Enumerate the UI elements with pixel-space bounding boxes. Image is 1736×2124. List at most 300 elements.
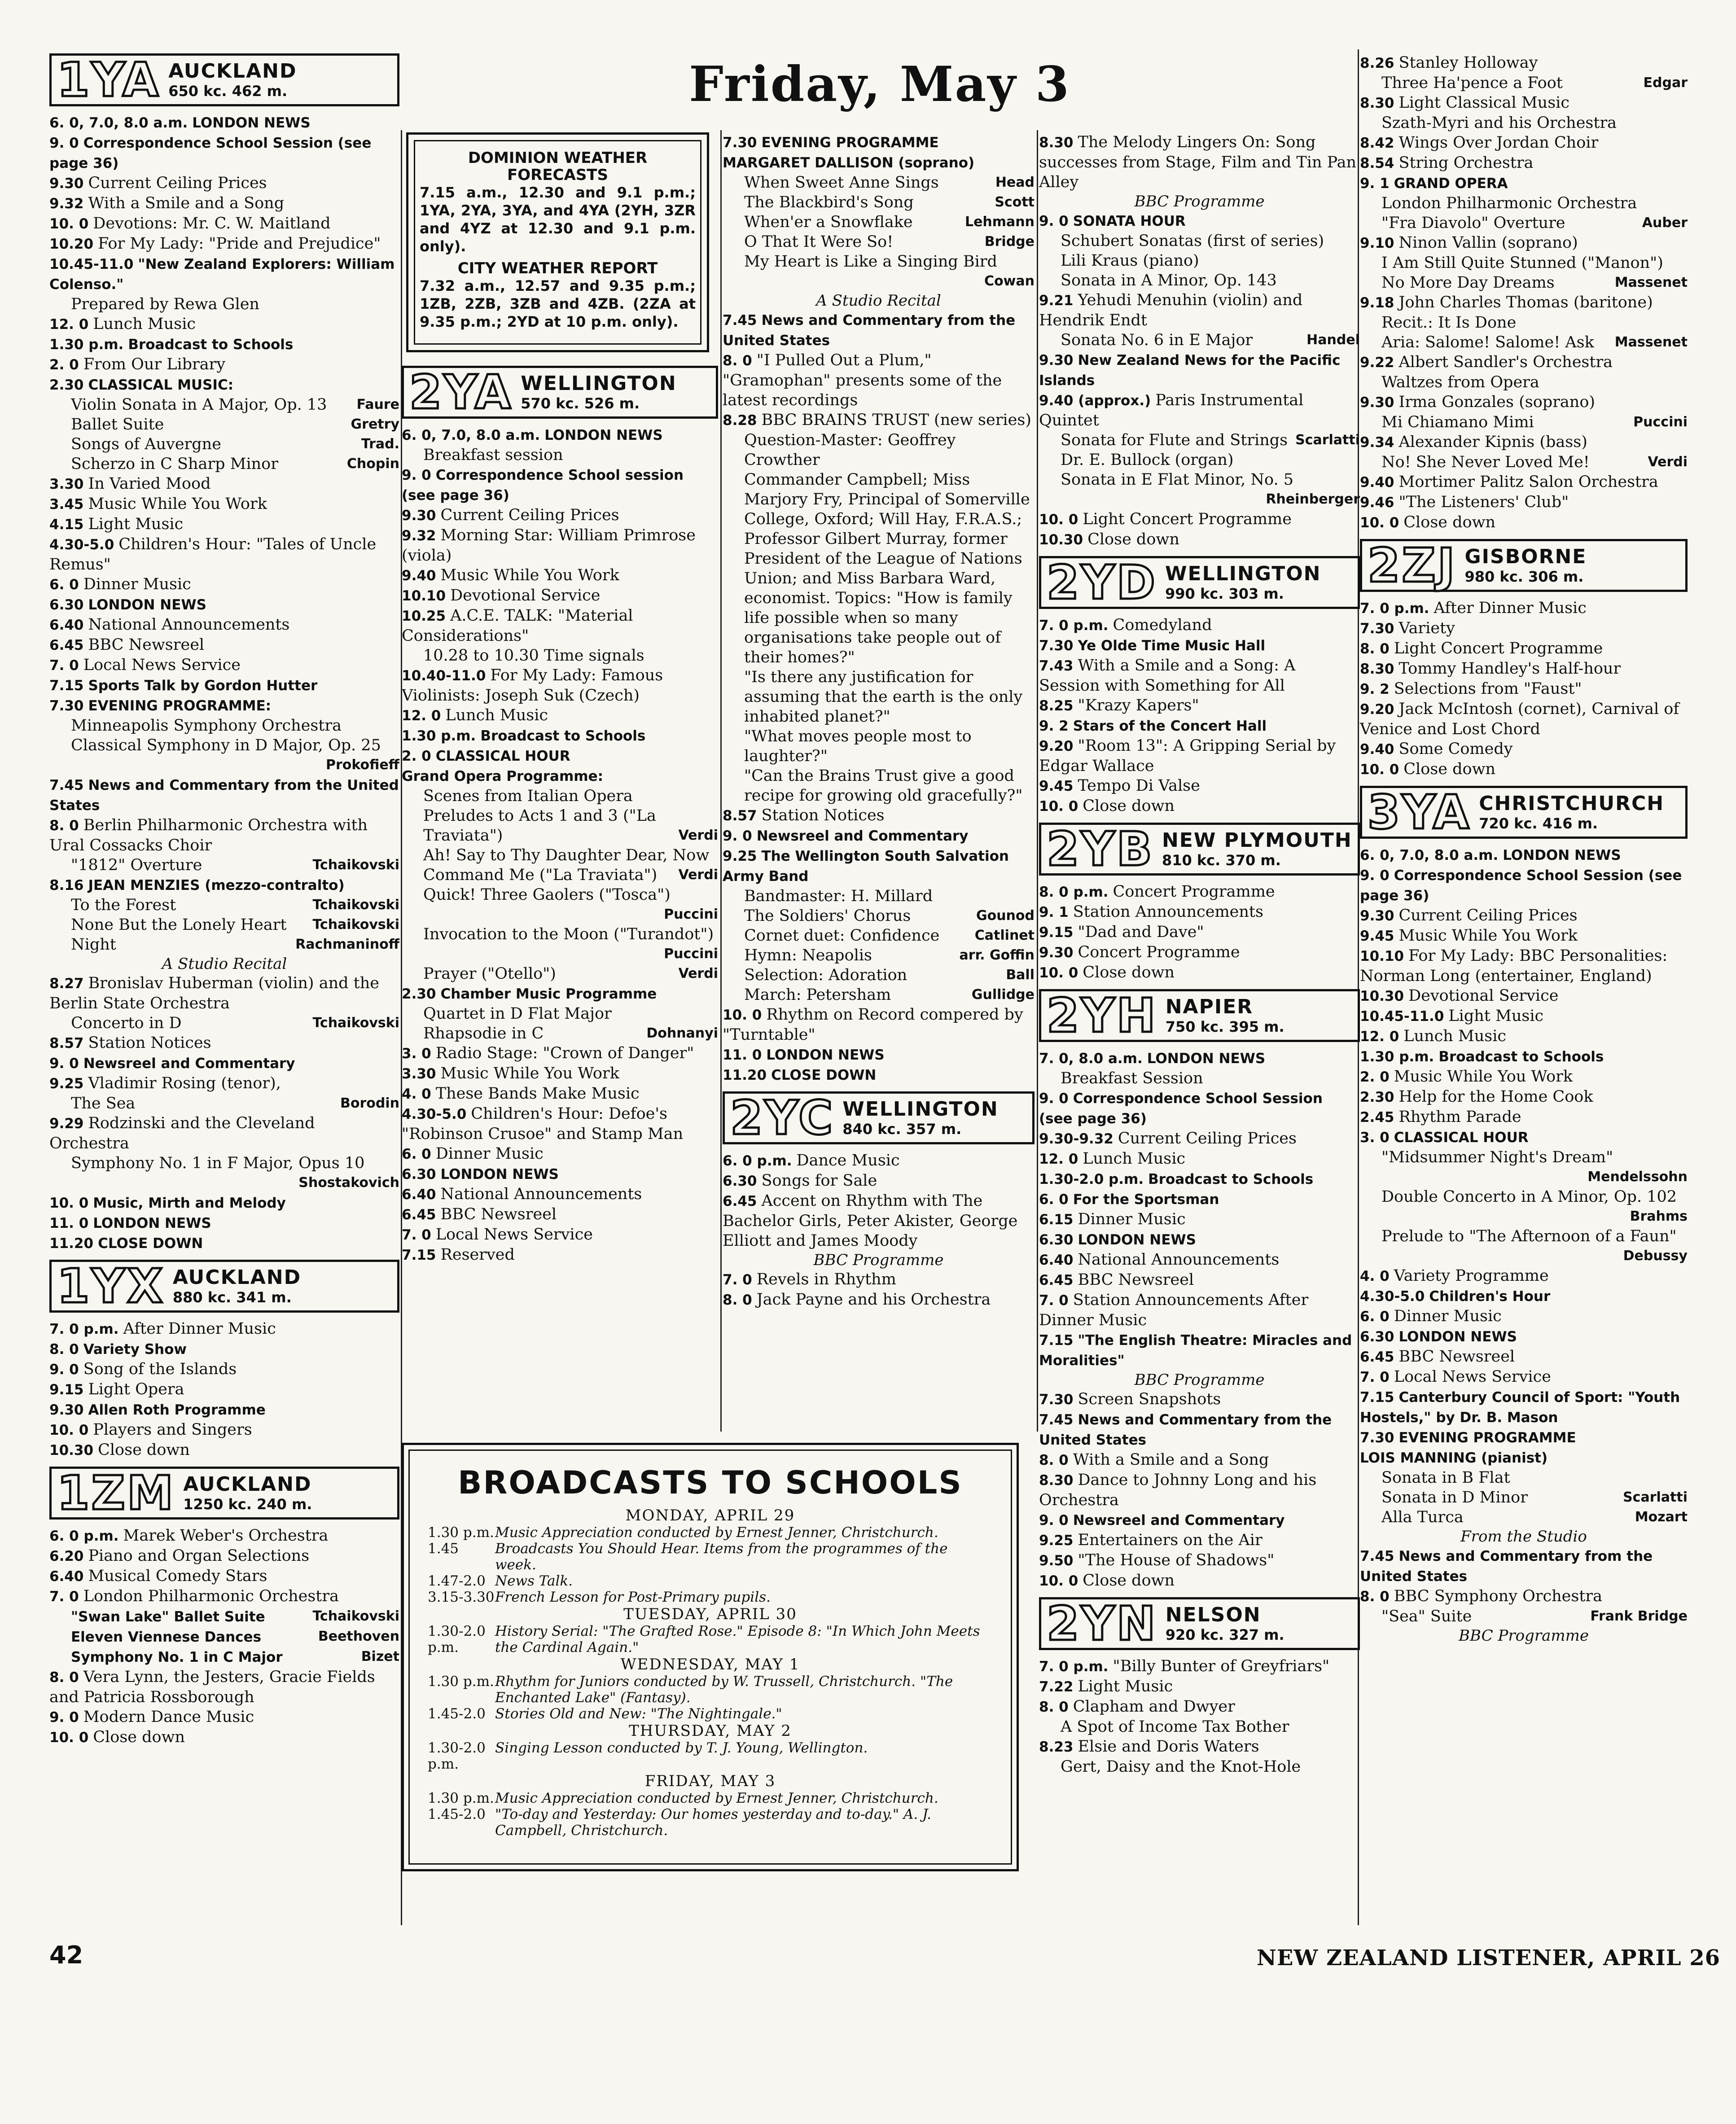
programme-title: BBC Symphony Orchestra [1394, 1587, 1603, 1605]
programme-title: Chamber Music Programme [440, 986, 657, 1002]
programme-time: 7.15 [49, 678, 84, 694]
programme-title: Children's Hour [1429, 1288, 1551, 1305]
composer: Trad. [361, 436, 399, 452]
programme-title: With a Smile and a Song: A Session with Something for All [1039, 657, 1296, 695]
programme-item [1360, 1107, 1688, 1127]
programme-item [49, 595, 399, 615]
programme-item [402, 726, 718, 746]
programme-title: Tempo Di Valse [1078, 777, 1200, 795]
station-frequency: 840 kc. 357 m. [842, 1121, 962, 1138]
work-title: Sonata in B Flat [1381, 1469, 1510, 1487]
programme-time: 6.45 [1360, 1349, 1394, 1365]
programme-title: "Can the Brains Trust give a good recipe for growing old gracefully?" [744, 767, 1023, 805]
programme-time: 7.45 [1039, 1412, 1074, 1428]
programme-item [402, 1064, 718, 1084]
programme-item [723, 1005, 1035, 1045]
programme-time: 9.32 [402, 528, 436, 544]
programme-title: "New Zealand Explorers: William Colenso." [49, 256, 395, 293]
programme-item [1039, 696, 1360, 716]
station-city: CHRISTCHURCH [1479, 792, 1665, 815]
composer: Bridge [984, 234, 1035, 250]
programme-item [49, 214, 399, 234]
programme-item [1360, 1428, 1688, 1448]
programme-item [1039, 251, 1360, 271]
programme-item [723, 310, 1035, 350]
station-city: NELSON [1165, 1603, 1261, 1626]
column-2 [402, 132, 718, 1265]
programme-item [1039, 1656, 1360, 1677]
programme-title: Scenes from Italian Opera [423, 787, 633, 805]
musical-work [49, 434, 399, 454]
programme-time: 9. 1 [1039, 904, 1069, 920]
work-title: Alla Turca [1381, 1508, 1464, 1526]
programme-title: Commander Campbell; Miss Marjory Fry, Principal of Somerville College, Oxford; Will Hay, F.R.A.S.; Professor Gilbert Murray, former President of the League of Nations Union; and Miss Barbara Ward, economist. Topics: "How is family life possible when so many organisations take people out of their homes?" [744, 471, 1030, 666]
schools-description: Rhythm for Juniors conducted by W. Trussell, Christchurch. "The Enchanted Lake" (Fantasy). [495, 1673, 953, 1706]
programme-title: LONDON NEWS [1503, 847, 1621, 863]
programme-item [1039, 1189, 1360, 1209]
programme-time: 7.43 [1039, 658, 1074, 674]
programme-time: 6. 0 [402, 1146, 431, 1162]
programme-item [1360, 153, 1688, 173]
programme-title: Broadcast to Schools [1438, 1049, 1604, 1065]
programme-title: Albert Sandler's Orchestra [1398, 353, 1613, 371]
composer: Puccini [664, 946, 718, 962]
programme-credit: A Studio Recital [816, 292, 941, 310]
programme-title: Current Ceiling Prices [88, 174, 267, 192]
programme-item [49, 1586, 399, 1607]
programme-time: 6.45 [49, 637, 84, 653]
programme-title: Revels in Rhythm [756, 1270, 896, 1288]
programme-item [1360, 313, 1688, 333]
programme-item [49, 1339, 399, 1359]
composer: Bizet [361, 1649, 399, 1664]
programme-time: 9.34 [1360, 434, 1394, 451]
programme-time: 7. 0 [49, 657, 79, 674]
programme-time: 6.45 [723, 1193, 757, 1209]
programme-title: Waltzes from Opera [1381, 373, 1539, 391]
schools-programme [428, 1524, 993, 1541]
schedule-1yx [49, 1319, 399, 1460]
station-frequency: 920 kc. 327 m. [1165, 1626, 1284, 1643]
programme-time: 10.20 [49, 236, 94, 252]
programme-time: 10. 0 [49, 1730, 89, 1746]
programme-time: 9.45 [1039, 778, 1074, 794]
programme-title: Marek Weber's Orchestra [123, 1527, 329, 1545]
programme-time: 9.22 [1360, 355, 1394, 371]
musical-work [49, 895, 399, 915]
musical-work [723, 232, 1035, 252]
programme-title: Music While You Work [440, 1064, 619, 1082]
programme-title: Ninon Vallin (soprano) [1398, 234, 1578, 252]
programme-item [402, 465, 718, 505]
programme-time: 10.30 [1360, 988, 1404, 1004]
composer: Verdi [678, 828, 718, 843]
programme-title: With a Smile and a Song [1073, 1451, 1269, 1469]
musical-work [49, 935, 399, 955]
programme-item [723, 806, 1035, 826]
programme-item [49, 1546, 399, 1566]
programme-title: Stars of the Concert Hall [1073, 718, 1267, 734]
station-frequency: 810 kc. 370 m. [1162, 852, 1281, 869]
programme-time: 1.30 p.m. [49, 337, 124, 353]
programme-item [1360, 618, 1688, 639]
programme-item [402, 1204, 718, 1225]
musical-work [1360, 1147, 1688, 1187]
programme-time: 10.25 [402, 608, 446, 624]
schedule-2yn [1039, 1656, 1360, 1777]
work-title: Ah! Say to Thy Daughter Dear, Now Command Me ("La Traviata") [423, 846, 710, 884]
programme-time: 6.45 [1039, 1272, 1074, 1288]
programme-title: EVENING PROGRAMME [761, 135, 939, 151]
programme-item [1360, 372, 1688, 392]
programme-time: 9.30 [1039, 945, 1074, 961]
programme-title: Selections from "Faust" [1394, 680, 1582, 698]
programme-title: Help for the Home Cook [1398, 1088, 1593, 1106]
programme-title: Modern Dance Music [83, 1708, 254, 1726]
work-title: "Midsummer Night's Dream" [1381, 1148, 1613, 1166]
weather-box [406, 132, 709, 352]
musical-work [49, 1094, 399, 1113]
station-city: WELLINGTON [521, 372, 677, 395]
schedule-2yh [1039, 1048, 1360, 1591]
programme-item [49, 1667, 399, 1707]
programme-item [723, 132, 1035, 153]
programme-item [1360, 598, 1688, 618]
programme-title: Devotional Service [1408, 987, 1559, 1005]
programme-time: 11. 0 [49, 1215, 89, 1231]
programme-title: "The Listeners' Club" [1398, 493, 1569, 511]
station-frequency: 720 kc. 416 m. [1479, 815, 1598, 832]
programme-item [49, 355, 399, 375]
programme-item [402, 606, 718, 646]
programme-title: Paris Instrumental Quintet [1039, 391, 1304, 429]
programme-title: Jack McIntosh (cornet), Carnival of Venice and Lost Chord [1360, 700, 1679, 738]
work-title: Selection: Adoration [744, 966, 907, 984]
programme-title: Some Comedy [1398, 740, 1513, 758]
work-title: Sonata No. 6 in E Major [1061, 331, 1253, 349]
musical-work [1039, 430, 1360, 450]
programme-title: News and Commentary from the United States [1039, 1412, 1332, 1448]
programme-time: 4. 0 [1360, 1268, 1390, 1284]
programme-title: Correspondence School Session (see page 36) [1039, 1090, 1323, 1127]
programme-time: 7. 0 [402, 1227, 431, 1243]
musical-work [49, 415, 399, 434]
work-title: Sonata in D Minor [1381, 1489, 1528, 1507]
programme-time: 7.45 [1360, 1548, 1394, 1564]
programme-title: Wings Over Jordan Choir [1398, 134, 1599, 152]
programme-time: 8. 0 [49, 1341, 79, 1358]
programme-time: 2.30 [1360, 1089, 1394, 1105]
composer: Head [995, 175, 1035, 190]
programme-time: 6. 0, 7.0, 8.0 a.m. [1360, 847, 1499, 863]
programme-title: EVENING PROGRAMME [1398, 1430, 1576, 1446]
musical-work [49, 1153, 399, 1193]
programme-item [402, 1225, 718, 1245]
programme-item [402, 646, 718, 666]
station-frequency: 650 kc. 462 m. [168, 83, 288, 100]
programme-item [1360, 1306, 1688, 1327]
programme-item [49, 1566, 399, 1586]
programme-title: LONDON NEWS [440, 1166, 559, 1182]
work-title: Invocation to the Moon ("Turandot") [423, 925, 714, 943]
programme-title: Bandmaster: H. Millard [744, 887, 933, 905]
programme-item [1360, 113, 1688, 133]
station-header-2yd [1039, 556, 1360, 609]
programme-title: Tommy Handley's Half-hour [1398, 660, 1621, 678]
musical-work [402, 964, 718, 984]
programme-title: CLASSICAL HOUR [1394, 1130, 1529, 1146]
programme-item [49, 1707, 399, 1727]
programme-title: Allen Roth Programme [88, 1402, 266, 1418]
programme-item [402, 1043, 718, 1064]
programme-item [49, 494, 399, 514]
programme-time: 9.40 [1360, 741, 1394, 758]
programme-title: Sonata in A Minor, Op. 143 [1061, 272, 1277, 289]
programme-item [402, 425, 718, 445]
programme-title: Station Announcements [1073, 903, 1263, 921]
schools-time: 1.30 p.m. [428, 1673, 494, 1690]
programme-time: 6.40 [1039, 1252, 1074, 1268]
programme-time: 7. 0 [1360, 1369, 1390, 1385]
programme-item [1039, 509, 1360, 530]
programme-item [1360, 1266, 1688, 1286]
composer: Cowan [984, 273, 1035, 289]
programme-title: BBC Newsreel [1078, 1271, 1194, 1289]
programme-item [723, 1191, 1035, 1251]
programme-title: Close down [1087, 530, 1179, 548]
schools-programme [428, 1623, 993, 1655]
station-frequency: 1250 kc. 240 m. [183, 1496, 312, 1513]
work-title: Cornet duet: Confidence [744, 927, 940, 945]
programme-title: Light Concert Programme [1394, 639, 1603, 657]
schedule-2ya [402, 425, 718, 1265]
programme-title: String Orchestra [1398, 154, 1534, 172]
programme-item [723, 1151, 1035, 1171]
programme-time: 4.30-5.0 [49, 537, 114, 553]
schools-description: Stories Old and New: "The Nightingale." [495, 1706, 782, 1722]
programme-time: 6. 0 [1039, 1191, 1069, 1208]
composer: Verdi [1648, 454, 1688, 470]
programme-title: "Room 13": A Gripping Serial by Edgar Wallace [1039, 737, 1336, 775]
schedule-2yc-continued [1039, 132, 1360, 550]
work-title: When Sweet Anne Sings [744, 174, 939, 192]
programme-title: Music While You Work [1398, 927, 1578, 945]
programme-item [49, 1359, 399, 1380]
programme-time: 9.29 [49, 1116, 84, 1132]
programme-credit: A Studio Recital [162, 955, 287, 973]
programme-time: 2.30 [402, 986, 436, 1002]
programme-time: 6. 0 [1360, 1309, 1390, 1325]
programme-time: 3.45 [49, 496, 84, 512]
composer: Debussy [1623, 1248, 1688, 1264]
work-title: The Blackbird's Song [744, 193, 914, 211]
programme-credit: From the Studio [1460, 1528, 1587, 1546]
programme-time: 9.20 [1360, 701, 1394, 718]
work-title: Concerto in D [71, 1014, 182, 1032]
programme-item [1360, 845, 1688, 865]
programme-time: 8.30 [1360, 95, 1394, 111]
programme-item [49, 294, 399, 314]
programme-title: Radio Stage: "Crown of Danger" [435, 1044, 694, 1062]
programme-title: Players and Singers [93, 1421, 252, 1439]
programme-title: Minneapolis Symphony Orchestra [71, 717, 342, 735]
programme-item [1360, 352, 1688, 372]
programme-item [1039, 211, 1360, 231]
composer: Brahms [1630, 1209, 1688, 1224]
station-city: WELLINGTON [842, 1098, 999, 1121]
composer: Mendelssohn [1587, 1169, 1688, 1185]
programme-time: 9. 0 [49, 1709, 79, 1725]
programme-time: 8.30 [1039, 1472, 1074, 1489]
programme-time: 6. 0 p.m. [723, 1153, 792, 1169]
programme-item [1039, 1530, 1360, 1550]
programme-item [1039, 922, 1360, 942]
work-title: When'er a Snowflake [744, 213, 913, 231]
station-call-sign: 2ZJ [1368, 538, 1457, 593]
programme-item [1360, 392, 1688, 412]
programme-item [1360, 699, 1688, 739]
composer: Lehmann [964, 214, 1035, 230]
programme-item [1360, 512, 1688, 533]
programme-item [723, 1270, 1035, 1290]
programme-time: 9.50 [1039, 1553, 1074, 1569]
programme-item [1360, 926, 1688, 946]
programme-title: Current Ceiling Prices [1398, 907, 1578, 924]
schools-time: 1.45-2.0 [428, 1706, 486, 1722]
programme-time: 3. 0 [402, 1046, 431, 1062]
programme-title: Entertainers on the Air [1078, 1531, 1263, 1549]
programme-item [1039, 132, 1360, 192]
schools-description: News Talk. [495, 1573, 573, 1589]
programme-item [723, 410, 1035, 430]
weather-title: CITY WEATHER REPORT [457, 259, 658, 277]
programme-time: 6.40 [49, 1568, 84, 1585]
programme-time: 9.25 [49, 1076, 84, 1092]
composer: Gounod [976, 908, 1035, 924]
programme-item [49, 574, 399, 595]
programme-item [1039, 1450, 1360, 1470]
schools-description: History Serial: "The Grafted Rose." Episode 8: "In Which John Meets the Cardinal Again." [495, 1623, 980, 1655]
programme-item [49, 173, 399, 193]
programme-item [1360, 1087, 1688, 1107]
programme-time: 9. 0 [1360, 867, 1390, 884]
programme-title: Comedyland [1113, 616, 1212, 634]
programme-time: 6. 0 [49, 577, 79, 593]
programme-item [402, 984, 718, 1004]
programme-title: Variety Show [83, 1341, 187, 1358]
programme-title: SONATA HOUR [1073, 213, 1186, 229]
programme-item [49, 334, 399, 355]
programme-credit: BBC Programme [1459, 1627, 1589, 1645]
programme-item [49, 1526, 399, 1546]
programme-title: Berlin Philharmonic Orchestra with Ural Cossacks Choir [49, 816, 368, 854]
programme-time: 3.30 [402, 1066, 436, 1082]
programme-title: These Bands Make Music [435, 1085, 640, 1103]
programme-time: 10. 0 [1039, 798, 1078, 815]
programme-item [1039, 1510, 1360, 1530]
programme-title: "Is there any justification for assuming that the earth is the only inhabited planet?" [744, 668, 1023, 726]
page-number: 42 [49, 1941, 83, 1969]
programme-item [49, 113, 399, 133]
programme-item [1039, 656, 1360, 696]
programme-title: Lunch Music [445, 706, 548, 724]
programme-item [723, 826, 1035, 846]
programme-time: 9.30 [1360, 908, 1394, 924]
programme-time: 9.45 [1360, 928, 1394, 944]
programme-time: 10. 0 [49, 1422, 89, 1438]
schools-time: 1.30-2.0 p.m. [428, 1740, 486, 1772]
programme-title: Screen Snapshots [1078, 1390, 1221, 1408]
programme-item [1039, 1717, 1360, 1737]
schools-programme [428, 1790, 993, 1806]
work-title: None But the Lonely Heart [71, 916, 287, 934]
programme-time: 6.45 [402, 1207, 436, 1223]
programme-item [1039, 1209, 1360, 1230]
programme-title: Schubert Sonatas (first of series) [1061, 232, 1324, 250]
programme-title: CLOSE DOWN [98, 1235, 203, 1252]
programme-title: Clapham and Dwyer [1073, 1698, 1235, 1716]
programme-item [723, 727, 1035, 766]
composer: Dohnanyi [646, 1025, 718, 1041]
programme-title: Broadcast to Schools [1148, 1171, 1314, 1187]
programme-title: Close down [93, 1728, 185, 1746]
work-title: I Am Still Quite Stunned ("Manon") [1381, 254, 1663, 272]
programme-item [1360, 659, 1688, 679]
programme-time: 9.21 [1039, 293, 1074, 309]
station-header-2yn [1039, 1597, 1360, 1650]
schools-description: Singing Lesson conducted by T. J. Young, Wellington. [495, 1740, 868, 1756]
programme-title: Local News Service [435, 1226, 593, 1244]
programme-title: Reserved [440, 1246, 515, 1264]
programme-title: Breakfast session [423, 446, 563, 464]
composer: Gullidge [971, 987, 1035, 1003]
programme-time: 7.15 [1039, 1332, 1074, 1349]
programme-time: 8. 0 p.m. [1039, 884, 1109, 900]
programme-time: 9.30 [1039, 352, 1074, 368]
column-5 [1360, 53, 1688, 1645]
column-rule [1037, 130, 1038, 1432]
programme-title: Canterbury Council of Sport: "Youth Hostels," by Dr. B. Mason [1360, 1389, 1680, 1426]
programme-title: Broadcast to Schools [480, 728, 646, 744]
programme-time: 6. 0, 7.0, 8.0 a.m. [402, 427, 540, 443]
schools-day: FRIDAY, MAY 3 [644, 1772, 776, 1790]
work-title: Prelude to "The Afternoon of a Faun" [1381, 1227, 1677, 1245]
programme-item [1039, 882, 1360, 902]
programme-time: 1.30 p.m. [1360, 1049, 1434, 1065]
programme-item [402, 445, 718, 465]
programme-item [1360, 293, 1688, 313]
programme-time: 9. 0 [1039, 1512, 1069, 1528]
programme-time: 7.30 [49, 698, 84, 714]
programme-title: Sports Talk by Gordon Hutter [88, 678, 318, 694]
programme-time: 12. 0 [1360, 1029, 1399, 1045]
programme-title: Grand Opera Programme: [402, 768, 604, 784]
programme-item [1039, 635, 1360, 656]
programme-time: 7. 0 [723, 1272, 752, 1288]
programme-time: 9.40 (approx.) [1039, 393, 1151, 409]
column-1 [49, 47, 399, 1747]
programme-title: Close down [1403, 760, 1496, 778]
schools-description: Broadcasts You Should Hear. Items from the programmes of the week. [495, 1541, 948, 1573]
programme-item [1039, 1737, 1360, 1757]
musical-work [723, 212, 1035, 232]
programme-title: A Spot of Income Tax Bother [1061, 1718, 1289, 1736]
programme-title: EVENING PROGRAMME: [88, 698, 272, 714]
programme-item [1360, 1546, 1688, 1586]
programme-title: News and Commentary from the United States [1360, 1548, 1653, 1585]
programme-item [49, 375, 399, 395]
work-title: The Sea [71, 1095, 136, 1112]
